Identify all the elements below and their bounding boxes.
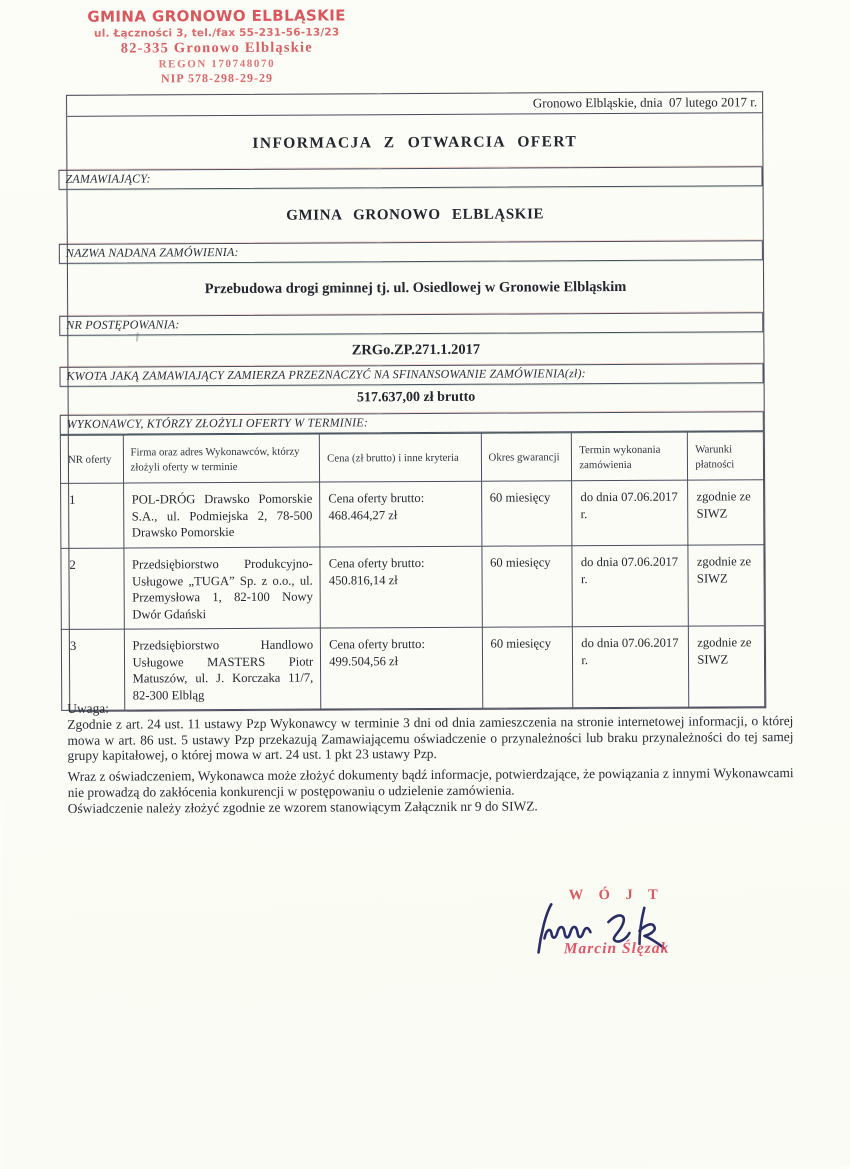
header-okres: Okres gwarancji (481, 433, 572, 481)
municipal-stamp (81, 7, 353, 86)
offer2-termin: do dnia 07.06.2017 r. (572, 545, 688, 627)
notes-paragraph-2: Wraz z oświadczeniem, Wykonawca może złożyć dokumenty bądź informacje, potwierdzające, że powiązania z innymi Wykonawcami nie prowadzą do zakłócenia konkurencji w postępowaniu o udzielenie zamówienia. (67, 765, 794, 800)
header-cena: Cena (zł brutto) i inne kryteria (320, 433, 482, 482)
field-label-nazwa: NAZWA NADANA ZAMÓWIENIA: (59, 240, 763, 264)
offer3-cena-amount: 499.504,56 zł (329, 653, 399, 669)
offer3-termin: do dnia 07.06.2017 r. (573, 626, 689, 708)
offer2-okres: 60 miesięcy (481, 546, 572, 627)
offer3-nr: 3 (61, 629, 124, 710)
stamp-address: ul. Łączności 3, tel./fax 55-231-56-13/23 (94, 26, 340, 40)
offer1-nr: 1 (61, 483, 124, 548)
notes-paragraph-1: Zgodnie z art. 24 ust. 11 ustawy Pzp Wykonawcy w terminie 3 dni od dnia zamieszczenia na stronie internetowej informacji, o której mowa w art. 86 ust. 5 ustawy Pzp przekazują Zamawiającemu oświadczenie o przynależności lub braku przynależności do tej samej grupy kapitałowej, o której mowa w art. 24 ust. 1 pkt 23 ustawy Pzp. (67, 712, 794, 764)
page-title: INFORMACJA Z OTWARCIA OFERT (252, 133, 578, 152)
field-value-nazwa: Przebudowa drogi gminnej tj. ul. Osiedlowej w Gronowie Elbląskim (204, 278, 627, 298)
offer3-cena-label: Cena oferty brutto: (329, 637, 425, 652)
offer3-okres: 60 miesięcy (482, 627, 573, 708)
offer1-termin: do dnia 07.06.2017 r. (572, 480, 688, 546)
field-label-nr-postepowania: NR POSTĘPOWANIA: (59, 312, 763, 336)
field-value-nr-postepowania: ZRGo.ZP.271.1.2017 (351, 341, 481, 359)
signature-name-stamp: Marcin Ślęzak (563, 939, 670, 958)
header-warunki: Warunki płatności (688, 432, 764, 480)
stamp-nip: NIP 578-298-29-29 (160, 70, 273, 86)
offer1-cena-label: Cena oferty brutto: (328, 491, 425, 506)
document-form (66, 91, 766, 712)
stamp-org-name: GMINA GRONOWO ELBLĄSKIE (87, 6, 346, 26)
notes-heading: Uwaga: (67, 700, 109, 716)
offer3-cena (321, 627, 483, 709)
offers-table (60, 431, 765, 711)
signature-block (516, 886, 716, 958)
header-nr-oferty: NR oferty (60, 435, 123, 483)
offer2-cena-amount: 450.816,14 zł (328, 572, 398, 588)
stamp-regon: REGON 170748070 (158, 57, 276, 71)
offer2-cena-label: Cena oferty brutto: (328, 556, 425, 571)
offers-table-header-row (60, 432, 763, 484)
offer2-cena (320, 546, 482, 628)
notes-paragraph-3: Oświadczenie należy złożyć zgodnie ze wzorem stanowiącym Załącznik nr 9 do SIWZ. (67, 798, 538, 816)
field-label-wykonawcy: WYKONAWCY, KTÓRZY ZŁOŻYLI OFERTY W TERMINIE: (60, 411, 764, 435)
field-label-kwota: KWOTA JAKĄ ZAMAWIAJĄCY ZAMIERZA PRZEZNACZYĆ NA SFINANSOWANIE ZAMÓWIENIA(zł): (59, 363, 763, 387)
offer3-firma: Przedsiębiorstwo Handlowo Usługowe MASTERS Piotr Matuszów, ul. J. Korczaka 11/7, 82-300 Elbląg (124, 628, 321, 710)
offer1-warunki: zgodnie ze SIWZ (688, 480, 764, 545)
header-firma: Firma oraz adres Wykonawców, którzy złożyli oferty w terminie (123, 434, 320, 483)
field-value-zamawiajacy: GMINA GRONOWO ELBLĄSKIE (286, 206, 545, 224)
stamp-city: 82-335 Gronowo Elbląskie (120, 39, 313, 57)
field-label-zamawiajacy: ZAMAWIAJĄCY: (58, 166, 762, 190)
offer1-cena-amount: 468.464,27 zł (328, 507, 398, 523)
header-termin: Termin wykonania zamówienia (572, 432, 688, 481)
offer2-firma: Przedsiębiorstwo Produkcyjno-Usługowe „TUGA” Sp. z o.o., ul. Przemysłowa 1, 82-100 Nowy Dwór Gdański (123, 547, 320, 629)
offer3-warunki: zgodnie ze SIWZ (689, 626, 765, 707)
offer1-firma: POL-DRÓG Drawsko Pomorskie S.A., ul. Podmiejska 2, 78-500 Drawsko Pomorskie (123, 482, 320, 548)
offer-row-2 (61, 545, 764, 630)
date-line: Gronowo Elbląskie, dnia 07 lutego 2017 r. (67, 92, 762, 117)
field-value-kwota: 517.637,00 zł brutto (356, 389, 476, 406)
offer-row-1 (61, 480, 764, 549)
offer2-warunki: zgodnie ze SIWZ (688, 545, 764, 626)
signature-role-stamp: W Ó J T (568, 886, 664, 904)
offer2-nr: 2 (61, 548, 124, 629)
notes-section (67, 697, 794, 816)
offer1-cena (320, 481, 482, 547)
offer1-okres: 60 miesięcy (481, 481, 572, 546)
